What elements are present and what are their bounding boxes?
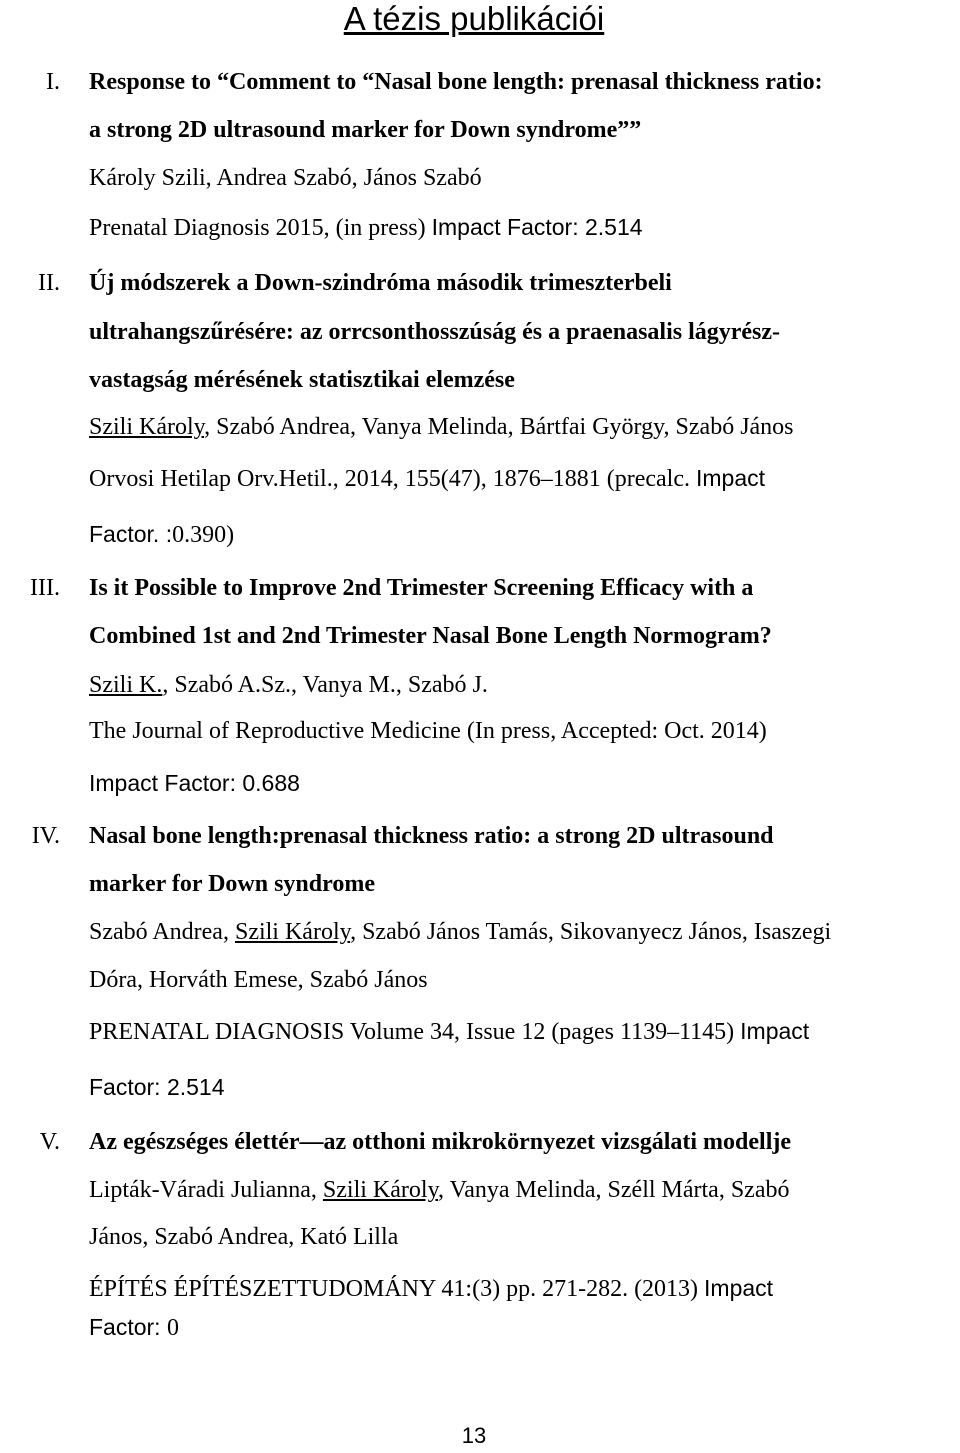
impact-label: Impact	[704, 1275, 774, 1301]
highlighted-author: Szili Károly	[89, 414, 205, 440]
publication-journal	[89, 212, 643, 243]
publication-authors: Dóra, Horváth Emese, Szabó János	[89, 967, 428, 993]
publication-title: Combined 1st and 2nd Trimester Nasal Bone Length Normogram?	[89, 623, 772, 649]
publication-authors	[89, 917, 831, 947]
publication-journal	[89, 1273, 773, 1304]
publication-title: ultrahangszűrésére: az orrcsonthosszúság és a praenasalis lágyrész-	[89, 319, 781, 345]
impact-label: Impact	[740, 1018, 810, 1044]
publication-title: a strong 2D ultrasound marker for Down syndrome””	[89, 117, 642, 143]
impact-factor: Impact Factor: 2.514	[431, 214, 643, 240]
publication-authors	[89, 412, 794, 442]
page-number: 13	[461, 1423, 487, 1448]
item-number: V.	[39, 1129, 60, 1155]
publication-authors	[89, 1175, 789, 1205]
page-title: A tézis publikációi	[343, 0, 605, 37]
authors-text: , Vanya Melinda, Széll Márta, Szabó	[438, 1177, 790, 1203]
publication-title: Response to “Comment to “Nasal bone length: prenasal thickness ratio:	[89, 69, 823, 95]
impact-label: Factor. :	[89, 521, 173, 547]
publication-title: Az egészséges élettér—az otthoni mikrokörnyezet vizsgálati modellje	[89, 1129, 792, 1155]
publication-title: Új módszerek a Down-szindróma második trimeszterbeli	[89, 270, 672, 296]
item-number: III.	[30, 575, 60, 601]
journal-text: Orvosi Hetilap Orv.Hetil., 2014, 155(47), 1876–1881 (precalc.	[89, 466, 696, 492]
impact-label: Factor:	[89, 1314, 167, 1340]
authors-text: , Szabó János Tamás, Sikovanyecz János, Isaszegi	[350, 919, 832, 945]
publication-journal	[89, 1016, 809, 1047]
impact-factor: Impact Factor: 0.688	[89, 770, 300, 796]
item-number: IV.	[31, 823, 60, 849]
publication-authors: Károly Szili, Andrea Szabó, János Szabó	[89, 165, 482, 191]
impact-label: Impact	[695, 465, 766, 491]
authors-text: , Szabó Andrea, Vanya Melinda, Bártfai György, Szabó János	[204, 414, 794, 440]
publication-title: Is it Possible to Improve 2nd Trimester Screening Efficacy with a	[89, 575, 754, 601]
publication-authors: János, Szabó Andrea, Kató Lilla	[89, 1224, 399, 1250]
publication-title: Nasal bone length:prenasal thickness ratio: a strong 2D ultrasound	[89, 823, 774, 849]
publication-title: marker for Down syndrome	[89, 871, 375, 897]
journal-text: PRENATAL DIAGNOSIS Volume 34, Issue 12 (pages 1139–1145)	[89, 1019, 741, 1045]
impact-value: 0.390)	[172, 522, 235, 548]
item-number: I.	[46, 69, 60, 95]
journal-text: ÉPÍTÉS ÉPÍTÉSZETTUDOMÁNY 41:(3) pp. 271-282. (2013)	[89, 1276, 705, 1302]
highlighted-author: Szili Károly	[322, 1177, 439, 1203]
journal-text: Prenatal Diagnosis 2015, (in press)	[89, 215, 432, 241]
impact-factor: Factor: 2.514	[89, 1074, 225, 1100]
publication-impact	[89, 519, 234, 550]
publication-title: vastagság mérésének statisztikai elemzése	[89, 367, 515, 393]
item-number: II.	[38, 270, 60, 296]
highlighted-author: Szili Károly	[234, 919, 351, 945]
highlighted-author: Szili K.	[89, 672, 163, 698]
publication-journal	[89, 463, 765, 494]
publication-authors	[89, 670, 488, 700]
publication-journal: The Journal of Reproductive Medicine (In press, Accepted: Oct. 2014)	[89, 718, 767, 744]
publication-impact	[89, 1312, 179, 1343]
impact-value: 0	[166, 1315, 179, 1341]
authors-text: , Szabó A.Sz., Vanya M., Szabó J.	[162, 672, 488, 698]
authors-text: Szabó Andrea,	[89, 919, 235, 945]
authors-text: Lipták-Váradi Julianna,	[89, 1177, 323, 1203]
